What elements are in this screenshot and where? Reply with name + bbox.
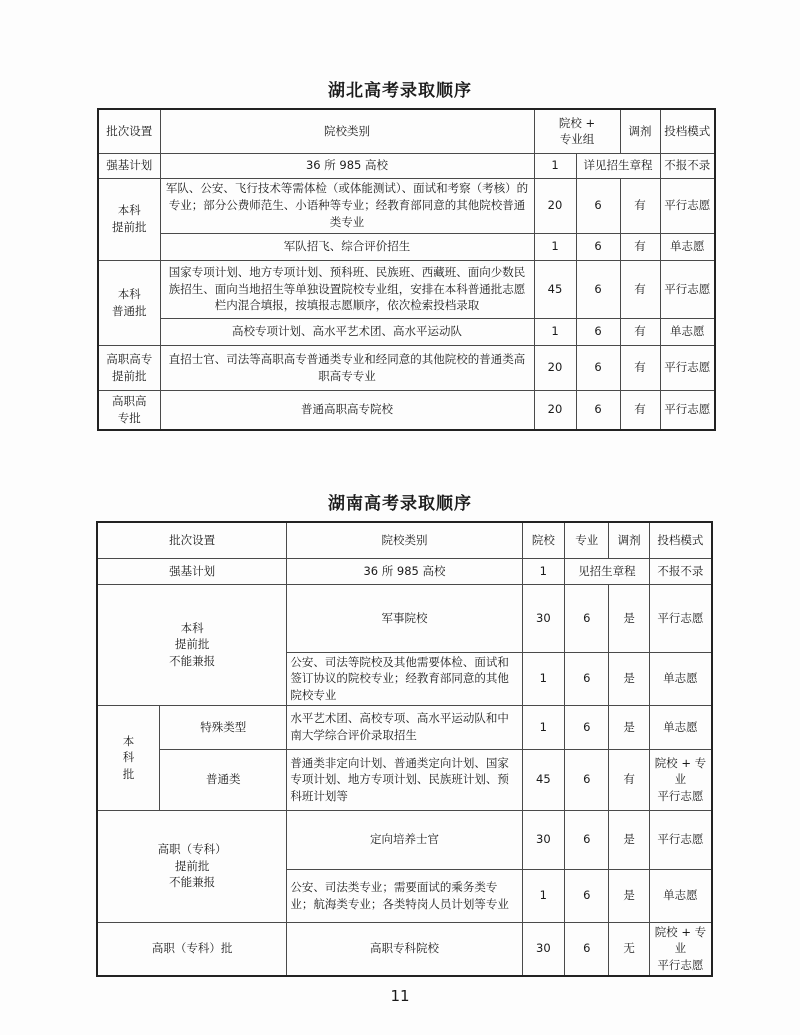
adjust-cell: 是: [609, 705, 649, 749]
category-cell: 军事院校: [287, 584, 522, 652]
schools-cell: 30: [522, 810, 564, 869]
majors-cell: 6: [576, 260, 620, 318]
mode-cell: 单志愿: [649, 705, 712, 749]
majors-cell: 6: [576, 390, 620, 430]
header-majors: 专业: [565, 522, 609, 558]
batch-cell: 强基计划: [98, 153, 160, 178]
table-row: [97, 810, 712, 869]
adjust-cell: 无: [609, 922, 649, 976]
mode-cell: 单志愿: [649, 652, 712, 705]
mode-cell: 单志愿: [660, 233, 715, 260]
majors-cell: 6: [576, 345, 620, 390]
hunan-title: 湖南高考录取顺序: [328, 494, 472, 514]
header-adjust: 调剂: [620, 109, 660, 153]
table-row: [98, 233, 715, 260]
hunan-table: [96, 521, 713, 977]
majors-cell: 6: [565, 749, 609, 810]
batch-cell: 本科 普通批: [98, 260, 160, 345]
category-cell: 国家专项计划、地方专项计划、预科班、民族班、西藏班、面向少数民族招生、面向当地招生等单独设置院校专业组，安排在本科普通批志愿栏内混合填报，按填报志愿顺序，依次检索投档录取: [160, 260, 534, 318]
adjust-cell: 有: [620, 260, 660, 318]
schools-cell: 30: [522, 922, 564, 976]
mode-cell: 院校 + 专业 平行志愿: [649, 922, 712, 976]
header-category: 院校类别: [160, 109, 534, 153]
schools-cell: 1: [522, 652, 564, 705]
mode-cell: 单志愿: [660, 318, 715, 345]
adjust-cell: 是: [609, 584, 649, 652]
majors-cell: 6: [565, 652, 609, 705]
batch-cell: 高职（专科）批: [97, 922, 287, 976]
subtype-cell: 特殊类型: [160, 705, 287, 749]
category-cell: 公安、司法类专业；需要面试的乘务类专业；航海类专业；各类特岗人员计划等专业: [287, 869, 522, 922]
header-batch: 批次设置: [98, 109, 160, 153]
mode-cell: 平行志愿: [649, 584, 712, 652]
category-cell: 公安、司法等院校及其他需要体检、面试和签订协议的院校专业；经教育部同意的其他院校专业: [287, 652, 522, 705]
mode-cell: 不报不录: [649, 558, 712, 584]
table-header-row: [97, 522, 712, 558]
adjust-cell: 有: [620, 318, 660, 345]
page-number: 11: [390, 987, 410, 1005]
mode-cell: 院校 + 专业 平行志愿: [649, 749, 712, 810]
table-row: [97, 558, 712, 584]
schools-cell: 1: [522, 869, 564, 922]
table-row: [98, 318, 715, 345]
table-row: [98, 153, 715, 178]
adjust-cell: 是: [609, 652, 649, 705]
batch-cell: 本 科 批: [97, 705, 160, 810]
category-cell: 定向培养士官: [287, 810, 522, 869]
hubei-table: [97, 108, 716, 431]
units-cell: 20: [534, 345, 576, 390]
category-cell: 高职专科院校: [287, 922, 522, 976]
table-row: [98, 178, 715, 233]
schools-cell: 1: [522, 558, 564, 584]
header-category: 院校类别: [287, 522, 522, 558]
category-cell: 水平艺术团、高校专项、高水平运动队和中南大学综合评价录取招生: [287, 705, 522, 749]
batch-cell: 本科 提前批: [98, 178, 160, 260]
adjust-cell: 是: [609, 869, 649, 922]
majors-cell: 6: [576, 318, 620, 345]
adjust-cell: 有: [620, 178, 660, 233]
mode-cell: 平行志愿: [660, 390, 715, 430]
hubei-title: 湖北高考录取顺序: [328, 81, 472, 101]
adjust-cell: 有: [620, 345, 660, 390]
category-cell: 普通类非定向计划、普通类定向计划、国家专项计划、地方专项计划、民族班计划、预科班计划等: [287, 749, 522, 810]
header-units: 院校 + 专业组: [534, 109, 620, 153]
header-adjust: 调剂: [609, 522, 649, 558]
majors-cell: 6: [565, 705, 609, 749]
table-row: [97, 922, 712, 976]
adjust-cell: 有: [620, 233, 660, 260]
majors-cell: 6: [565, 869, 609, 922]
majors-cell: 6: [565, 922, 609, 976]
category-cell: 高校专项计划、高水平艺术团、高水平运动队: [160, 318, 534, 345]
header-schools: 院校: [522, 522, 564, 558]
table-row: [98, 390, 715, 430]
schools-cell: 45: [522, 749, 564, 810]
mode-cell: 单志愿: [649, 869, 712, 922]
batch-cell: 高职高 专批: [98, 390, 160, 430]
units-cell: 1: [534, 318, 576, 345]
adjust-cell: 详见招生章程: [576, 153, 660, 178]
table-row: [98, 345, 715, 390]
units-cell: 20: [534, 178, 576, 233]
schools-cell: 1: [522, 705, 564, 749]
mode-cell: 平行志愿: [660, 260, 715, 318]
table-header-row: [98, 109, 715, 153]
majors-adjust-cell: 见招生章程: [565, 558, 650, 584]
table-row: [97, 705, 712, 749]
category-cell: 军队、公安、飞行技术等需体检（或体能测试）、面试和考察（考核）的专业；部分公费师范生、小语种等专业；经教育部同意的其他院校普通类专业: [160, 178, 534, 233]
majors-cell: 6: [576, 233, 620, 260]
category-cell: 36 所 985 高校: [287, 558, 522, 584]
adjust-cell: 有: [620, 390, 660, 430]
header-mode: 投档模式: [649, 522, 712, 558]
schools-cell: 30: [522, 584, 564, 652]
majors-cell: 6: [565, 584, 609, 652]
table-row: [97, 749, 712, 810]
adjust-cell: 有: [609, 749, 649, 810]
adjust-cell: 是: [609, 810, 649, 869]
mode-cell: 平行志愿: [660, 345, 715, 390]
batch-cell: 本科 提前批 不能兼报: [97, 584, 287, 705]
units-cell: 45: [534, 260, 576, 318]
mode-cell: 平行志愿: [649, 810, 712, 869]
batch-cell: 高职高专 提前批: [98, 345, 160, 390]
header-batch: 批次设置: [97, 522, 287, 558]
batch-cell: 高职（专科） 提前批 不能兼报: [97, 810, 287, 922]
mode-cell: 不报不录: [660, 153, 715, 178]
table-row: [97, 584, 712, 652]
subtype-cell: 普通类: [160, 749, 287, 810]
units-cell: 1: [534, 233, 576, 260]
category-cell: 36 所 985 高校: [160, 153, 534, 178]
mode-cell: 平行志愿: [660, 178, 715, 233]
batch-cell: 强基计划: [97, 558, 287, 584]
majors-cell: 6: [576, 178, 620, 233]
category-cell: 普通高职高专院校: [160, 390, 534, 430]
majors-cell: 6: [565, 810, 609, 869]
category-cell: 军队招飞、综合评价招生: [160, 233, 534, 260]
table-row: [98, 260, 715, 318]
units-cell: 20: [534, 390, 576, 430]
category-cell: 直招士官、司法等高职高专普通类专业和经同意的其他院校的普通类高职高专专业: [160, 345, 534, 390]
header-mode: 投档模式: [660, 109, 715, 153]
units-cell: 1: [534, 153, 576, 178]
